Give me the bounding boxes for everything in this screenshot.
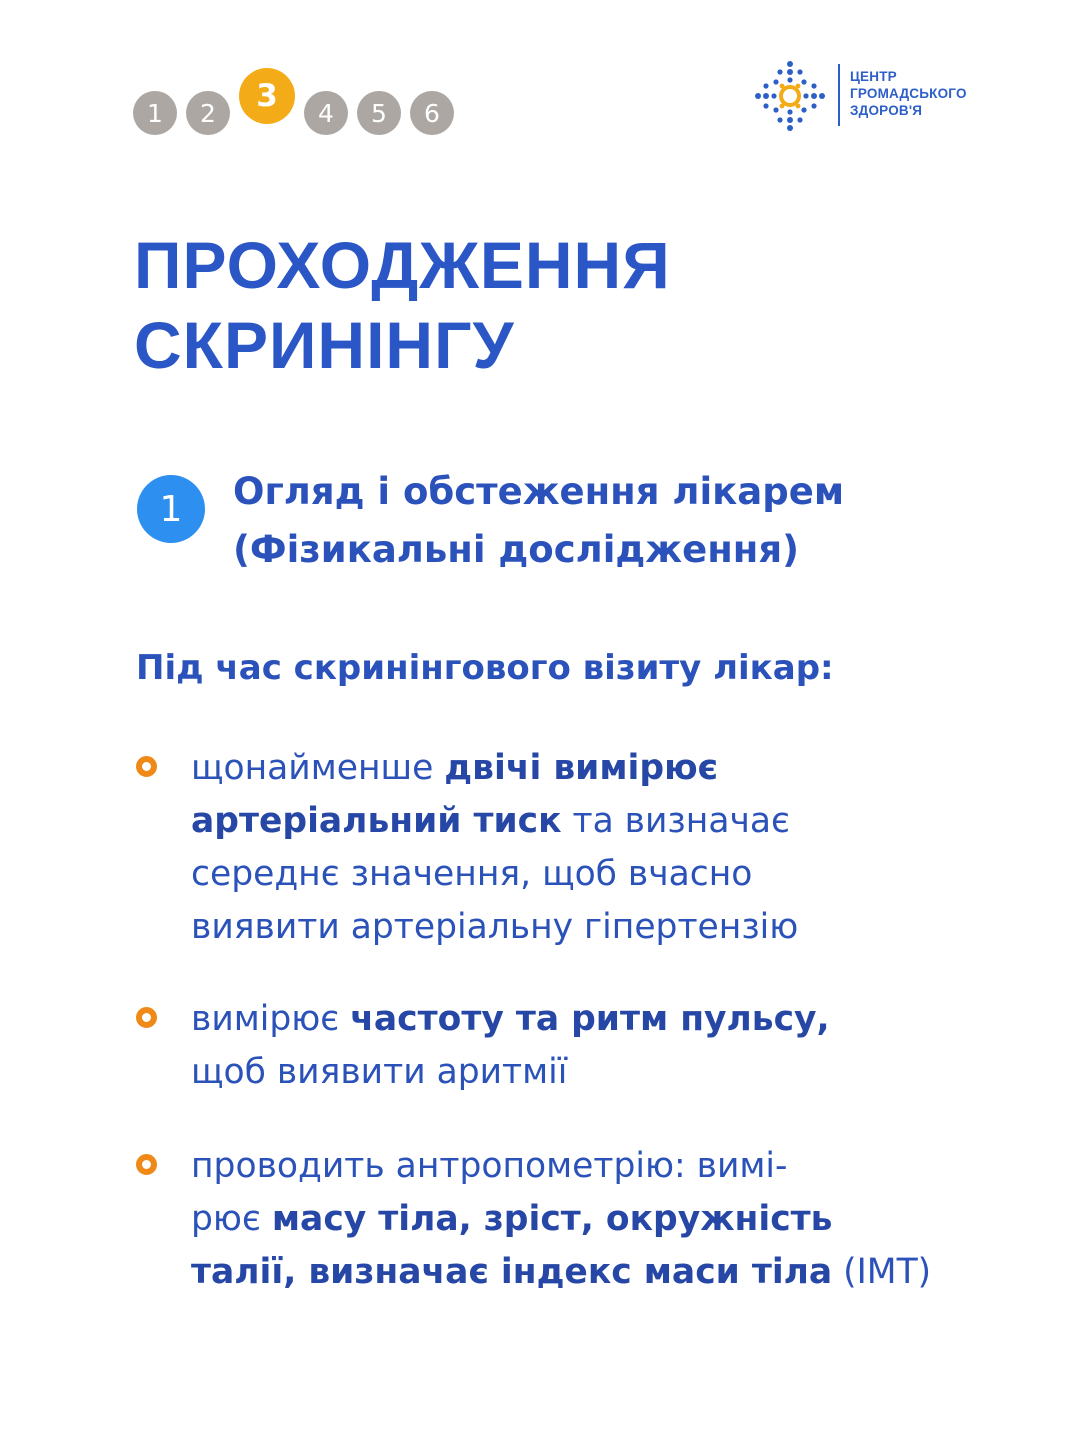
intro-text: Під час скринінгового візиту лікар: xyxy=(136,648,834,688)
step-title-line: Огляд і обстеження лікарем xyxy=(233,470,845,513)
step-number-badge: 1 xyxy=(137,475,205,543)
organization-logo xyxy=(752,58,967,128)
text-run: вимірює xyxy=(191,999,351,1039)
text-run-bold: талії, визначає індекс маси тіла xyxy=(191,1252,833,1292)
text-line: середнє значення, щоб вчасно xyxy=(191,854,753,894)
text-run: та визначає xyxy=(561,801,790,841)
bullet-circle-icon xyxy=(136,756,157,777)
page-dot-6[interactable]: 6 xyxy=(410,91,454,135)
page-title-line: ПРОХОДЖЕННЯ xyxy=(134,228,671,302)
text-run: щонайменше xyxy=(191,748,445,788)
logo-text-line: ЗДОРОВ'Я xyxy=(850,103,923,118)
text-line: виявити артеріальну гіпертензію xyxy=(191,907,799,947)
logo-text-line: ЦЕНТР xyxy=(850,69,897,84)
bullet-circle-icon xyxy=(136,1007,157,1028)
page-dot-2[interactable]: 2 xyxy=(186,91,230,135)
page-dot-5[interactable]: 5 xyxy=(357,91,401,135)
text-line: щоб виявити аритмії xyxy=(191,1052,568,1092)
step-title xyxy=(233,463,844,579)
text-run-bold: артеріальний тиск xyxy=(191,801,562,841)
list-item-text xyxy=(191,1140,931,1299)
page-indicator xyxy=(133,80,463,135)
text-run: рює xyxy=(191,1199,272,1239)
sun-dots-logo-icon xyxy=(752,58,828,134)
text-run-bold: частоту та ритм пульсу, xyxy=(350,999,830,1039)
list-item-text xyxy=(191,742,798,954)
text-run: (ІМТ) xyxy=(832,1252,932,1292)
logo-divider xyxy=(838,64,840,126)
text-run-bold: масу тіла, зріст, окружність xyxy=(271,1199,833,1239)
text-line: проводить антропометрію: вимі- xyxy=(191,1146,788,1186)
page-dot-3-active[interactable]: 3 xyxy=(239,68,295,124)
logo-text-line: ГРОМАДСЬКОГО xyxy=(850,86,967,101)
page-title-line: СКРИНІНГУ xyxy=(134,308,515,382)
logo-text xyxy=(850,68,967,119)
bullet-circle-icon xyxy=(136,1154,157,1175)
page-title xyxy=(134,225,671,385)
text-run-bold: двічі вимірює xyxy=(444,748,719,788)
page-dot-1[interactable]: 1 xyxy=(133,91,177,135)
page-dot-4[interactable]: 4 xyxy=(304,91,348,135)
list-item-text xyxy=(191,993,830,1099)
step-title-line: (Фізикальні дослідження) xyxy=(233,528,800,571)
